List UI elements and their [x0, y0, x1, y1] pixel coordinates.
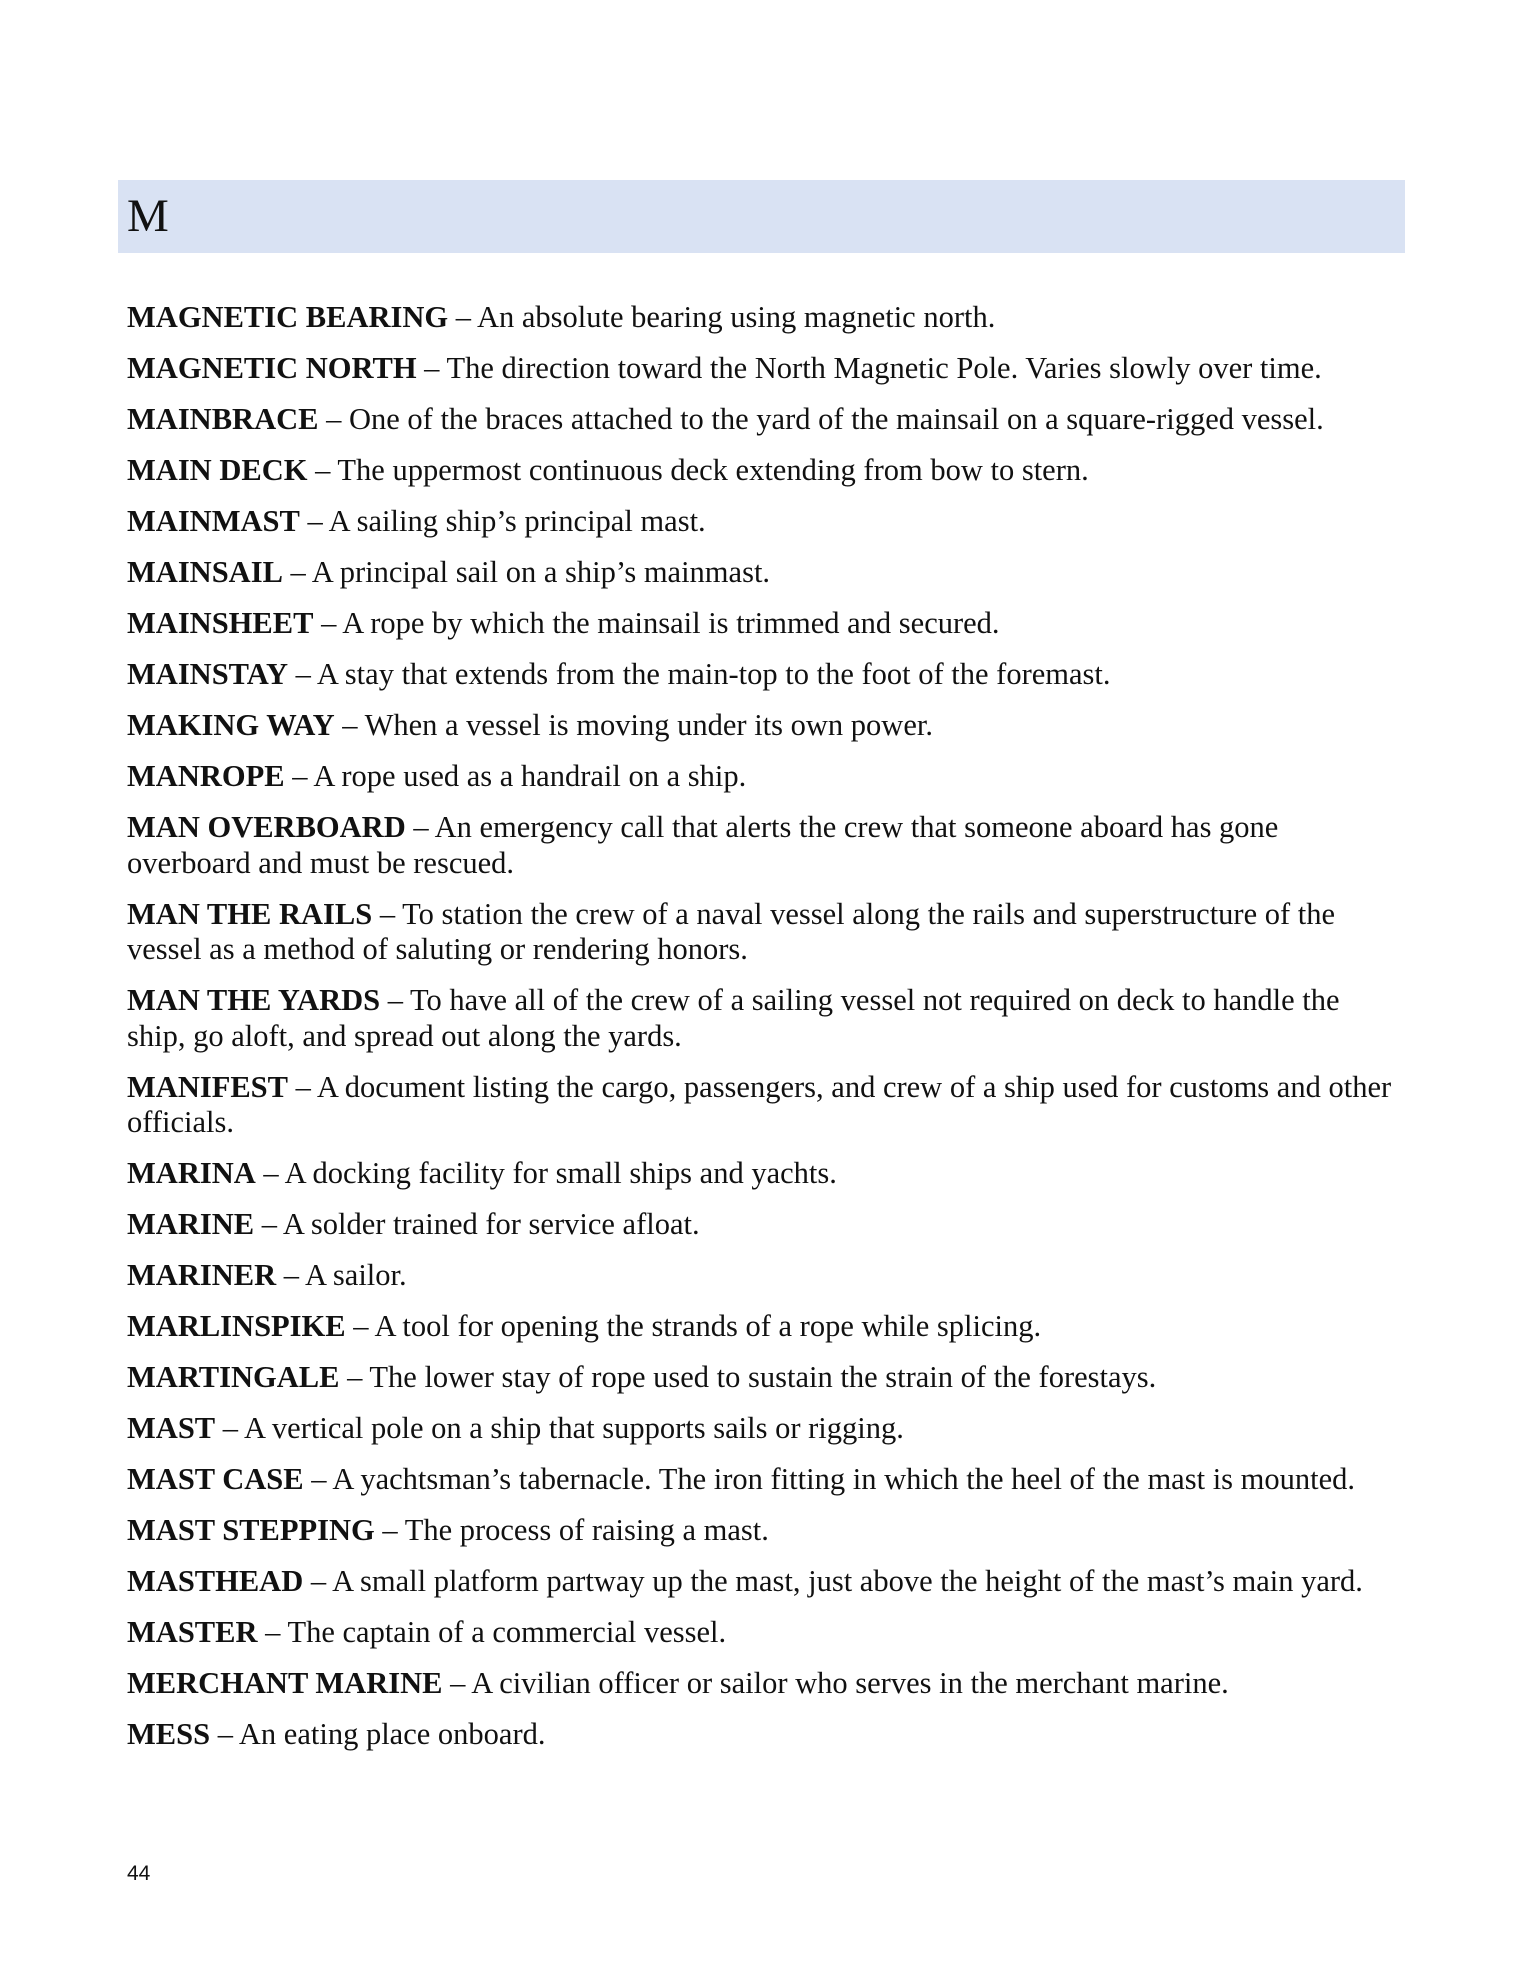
glossary-entry [127, 555, 1399, 591]
entry-separator: – [448, 300, 477, 334]
glossary-entry [127, 1666, 1399, 1702]
entry-term: MAINSAIL [127, 555, 283, 589]
entry-definition: A solder trained for service afloat. [282, 1207, 700, 1241]
entry-definition: The captain of a commercial vessel. [287, 1615, 727, 1649]
entry-separator: – [299, 504, 329, 538]
entry-term: MAST CASE [127, 1462, 304, 1496]
entry-definition: A stay that extends from the main-top to the foot of the foremast. [316, 657, 1111, 691]
entry-definition: A rope used as a handrail on a ship. [313, 759, 747, 793]
entry-term: MARLINSPIKE [127, 1309, 346, 1343]
entry-definition: The uppermost continuous deck extending from bow to stern. [337, 453, 1089, 487]
entry-separator: – [442, 1666, 472, 1700]
entry-definition: A vertical pole on a ship that supports sails or rigging. [243, 1411, 904, 1445]
entry-separator: – [215, 1411, 244, 1445]
glossary-entry [127, 351, 1399, 387]
entry-separator: – [255, 1156, 285, 1190]
entry-term: MAKING WAY [127, 708, 335, 742]
entry-definition: A sailing ship’s principal mast. [328, 504, 706, 538]
entry-term: MASTER [127, 1615, 258, 1649]
entry-term: MAN THE RAILS [127, 896, 373, 931]
entry-separator: – [254, 1207, 283, 1241]
entry-definition: A rope by which the mainsail is trimmed and secured. [342, 606, 1000, 640]
glossary-entry [127, 1513, 1399, 1549]
entry-definition: A small platform partway up the mast, just above the height of the mast’s main yard. [332, 1564, 1363, 1598]
entry-separator: – [210, 1717, 239, 1751]
glossary-entry [127, 897, 1399, 968]
glossary-entry [127, 708, 1399, 744]
entry-separator: – [257, 1615, 288, 1649]
entry-term: MARINER [127, 1258, 277, 1292]
entry-separator: – [303, 1462, 333, 1496]
glossary-entry [127, 1360, 1399, 1396]
entry-definition: A principal sail on a ship’s mainmast. [311, 555, 771, 589]
glossary-entry [127, 300, 1399, 336]
entry-separator: – [307, 453, 338, 487]
entry-term: MANROPE [127, 759, 285, 793]
entry-definition: To have all of the crew of a sailing vessel not required on deck to handle the ship, go aloft, and spread out along the yards. [127, 983, 1340, 1053]
entry-definition: An absolute bearing using magnetic north. [476, 300, 996, 334]
entry-term: MANIFEST [127, 1069, 288, 1104]
entry-separator: – [288, 657, 317, 691]
entry-term: MAINSHEET [127, 606, 314, 640]
section-letter: M [127, 190, 169, 242]
glossary-entry [127, 1070, 1399, 1141]
entry-term: MESS [127, 1717, 211, 1751]
entry-separator: – [380, 983, 411, 1017]
page-number: 44 [127, 1862, 151, 1885]
entry-definition: A tool for opening the strands of a rope while splicing. [374, 1309, 1042, 1343]
entry-definition: To station the crew of a naval vessel along the rails and superstructure of the vessel as a method of saluting or rendering honors. [127, 896, 1336, 966]
entry-term: MERCHANT MARINE [127, 1666, 443, 1700]
glossary-entry [127, 1615, 1399, 1651]
entry-definition: The direction toward the North Magnetic Pole. Varies slowly over time. [446, 351, 1322, 385]
entry-separator: – [276, 1258, 305, 1292]
entry-separator: – [334, 708, 365, 742]
glossary-entry [127, 504, 1399, 540]
glossary-entry [127, 402, 1399, 438]
glossary-entry [127, 983, 1399, 1054]
entry-definition: A document listing the cargo, passengers, and crew of a ship used for customs and other officials. [127, 1069, 1392, 1139]
glossary-entry [127, 1258, 1399, 1294]
glossary-entry [127, 606, 1399, 642]
entry-separator: – [313, 606, 343, 640]
glossary-entry [127, 1717, 1399, 1753]
glossary-entry [127, 1207, 1399, 1243]
entry-separator: – [374, 1513, 405, 1547]
entry-term: MARTINGALE [127, 1360, 340, 1394]
entry-definition: An eating place onboard. [238, 1717, 546, 1751]
entry-term: MAST STEPPING [127, 1513, 375, 1547]
entry-term: MAGNETIC NORTH [127, 351, 417, 385]
glossary-entry [127, 1411, 1399, 1447]
glossary-entry [127, 453, 1399, 489]
entry-term: MAINBRACE [127, 402, 319, 436]
entry-definition: A yachtsman’s tabernacle. The iron fitting in which the heel of the mast is mounted. [332, 1462, 1356, 1496]
glossary-entry [127, 810, 1399, 881]
section-header-band [118, 180, 1405, 253]
entry-term: MAN OVERBOARD [127, 810, 406, 844]
entry-separator: – [405, 810, 435, 844]
entry-separator: – [303, 1564, 333, 1598]
entry-term: MAST [127, 1411, 216, 1445]
entry-term: MAGNETIC BEARING [127, 300, 449, 334]
entry-term: MASTHEAD [127, 1564, 304, 1598]
entry-definition: The lower stay of rope used to sustain the strain of the forestays. [369, 1360, 1157, 1394]
entry-definition: The process of raising a mast. [404, 1513, 769, 1547]
entry-separator: – [345, 1309, 375, 1343]
entry-term: MARINA [127, 1156, 256, 1190]
glossary-entry [127, 657, 1399, 693]
glossary-entry [127, 1309, 1399, 1345]
entry-definition: When a vessel is moving under its own power. [364, 708, 933, 742]
entry-separator: – [372, 896, 403, 931]
entry-separator: – [282, 555, 312, 589]
glossary-entry [127, 1564, 1399, 1600]
glossary-entry [127, 759, 1399, 795]
entry-definition: A civilian officer or sailor who serves in the merchant marine. [471, 1666, 1229, 1700]
glossary-entry [127, 1156, 1399, 1192]
entry-separator: – [339, 1360, 370, 1394]
entry-separator: – [288, 1069, 317, 1104]
entry-separator: – [318, 402, 349, 436]
entry-term: MARINE [127, 1207, 255, 1241]
entry-term: MAINMAST [127, 504, 300, 538]
entry-definition: An emergency call that alerts the crew that someone aboard has gone overboard and must be rescued. [127, 810, 1279, 880]
glossary-entries [127, 300, 1399, 1768]
glossary-entry [127, 1462, 1399, 1498]
entry-definition: A docking facility for small ships and yachts. [284, 1156, 837, 1190]
entry-term: MAINSTAY [127, 657, 289, 691]
entry-term: MAIN DECK [127, 453, 308, 487]
entry-term: MAN THE YARDS [127, 983, 381, 1017]
entry-separator: – [284, 759, 314, 793]
entry-definition: One of the braces attached to the yard of the mainsail on a square-rigged vessel. [348, 402, 1324, 436]
entry-separator: – [416, 351, 447, 385]
entry-definition: A sailor. [304, 1258, 407, 1292]
